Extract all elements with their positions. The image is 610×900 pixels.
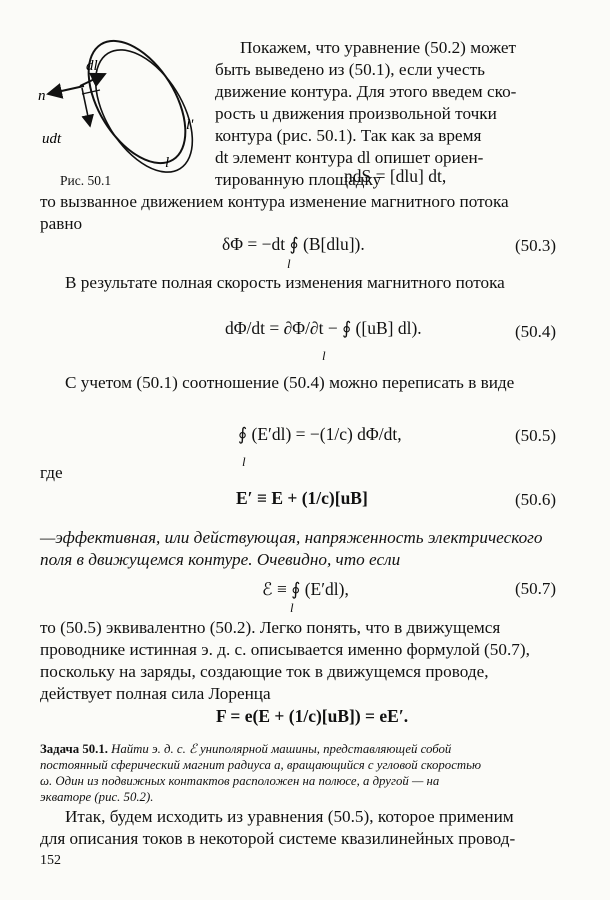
definition-line-1: —эффективная, или действующая, напряженность электрического — [40, 528, 543, 547]
eq-50-3-subscript: l — [287, 256, 291, 271]
eq-50-4-subscript: l — [322, 348, 326, 363]
equiv-line-4: действует полная сила Лоренца — [40, 684, 271, 703]
label-l: l — [165, 155, 170, 171]
equiv-line-3: поскольку на заряды, создающие ток в движущемся проводе, — [40, 662, 489, 681]
equiv-line-1: то (50.5) эквивалентно (50.2). Легко понять, что в движущемся — [40, 618, 501, 637]
contour-l — [69, 30, 206, 180]
dl-arrow — [80, 74, 105, 86]
paragraph-rewrite: С учетом (50.1) соотношение (50.4) можно переписать в виде — [65, 373, 515, 392]
label-n: n — [38, 88, 46, 104]
intro-line-4: рость u движения произвольной точки — [215, 104, 497, 123]
equation-50-6: E′ ≡ E + (1/c)[uB] — [236, 488, 368, 508]
paragraph-closing — [40, 806, 567, 872]
eq-50-3-number: (50.3) — [515, 236, 557, 255]
eq-50-5-subscript: l — [242, 454, 246, 469]
problem-line-4: экваторе (рис. 50.2). — [40, 790, 154, 804]
eq-50-5-number: (50.5) — [515, 426, 557, 445]
equation-50-5: ∮ (E′dl) = −(1/c) dΦ/dt, — [238, 424, 402, 444]
intro-line-6: dt элемент контура dl опишет ориен- — [215, 148, 484, 167]
label-l-prime: l' — [186, 117, 194, 133]
label-dl: dl — [86, 58, 98, 74]
problem-line-3: ω. Один из подвижных контактов расположен на полюсе, а другой — на — [40, 774, 440, 788]
intro-line-1: Покажем, что уравнение (50.2) может — [240, 38, 517, 57]
where-word: где — [40, 463, 63, 482]
figure-caption: Рис. 50.1 — [60, 173, 112, 188]
figure-50-1 — [30, 30, 220, 180]
change-line-2: равно — [40, 214, 83, 233]
page-number: 152 — [40, 853, 61, 868]
loop-diagram — [30, 30, 220, 180]
problem-line-2: постоянный сферический магнит радиуса a, вращающийся с угловой скоростью — [40, 758, 481, 772]
problem-line-1: Найти э. д. с. ℰ униполярной машины, представляющей собой — [111, 742, 452, 756]
problem-title: Задача 50.1. — [40, 742, 108, 756]
definition-line-2: поля в движущемся контуре. Очевидно, что если — [40, 550, 401, 569]
intro-line-2: быть выведено из (50.1), если учесть — [215, 60, 485, 79]
eq-50-4-number: (50.4) — [515, 322, 557, 341]
equiv-line-2: проводнике истинная э. д. с. описывается именно формулой (50.7), — [40, 640, 530, 659]
intro-line-3: движение контура. Для этого введем ско- — [215, 82, 517, 101]
intro-line-7: тированную площадку — [215, 170, 382, 189]
eq-50-7-subscript: l — [290, 600, 294, 615]
equation-50-3: δΦ = −dt ∮ (B[dlu]). — [222, 234, 365, 254]
equation-50-7: ℰ ≡ ∮ (E′dl), — [262, 579, 349, 599]
label-udt: udt — [42, 131, 62, 147]
equation-lorentz-force: F = e(E + (1/c)[uB]) = eE′. — [216, 706, 409, 726]
change-line-1: то вызванное движением контура изменение магнитного потока — [40, 192, 509, 211]
closing-line-2: для описания токов в некоторой системе квазилинейных провод- — [40, 829, 516, 848]
equation-ndS: ndS = [dlu] dt, — [344, 166, 447, 186]
equation-50-4: dΦ/dt = ∂Φ/∂t − ∮ ([uB] dl). — [225, 318, 422, 338]
closing-line-1: Итак, будем исходить из уравнения (50.5), которое применим — [65, 807, 514, 826]
paragraph-total-rate: В результате полная скорость изменения магнитного потока — [65, 273, 505, 292]
normal-arrow — [48, 86, 84, 94]
eq-50-6-number: (50.6) — [515, 490, 557, 509]
intro-line-5: контура (рис. 50.1). Так как за время — [215, 126, 482, 145]
eq-50-7-number: (50.7) — [515, 579, 557, 598]
